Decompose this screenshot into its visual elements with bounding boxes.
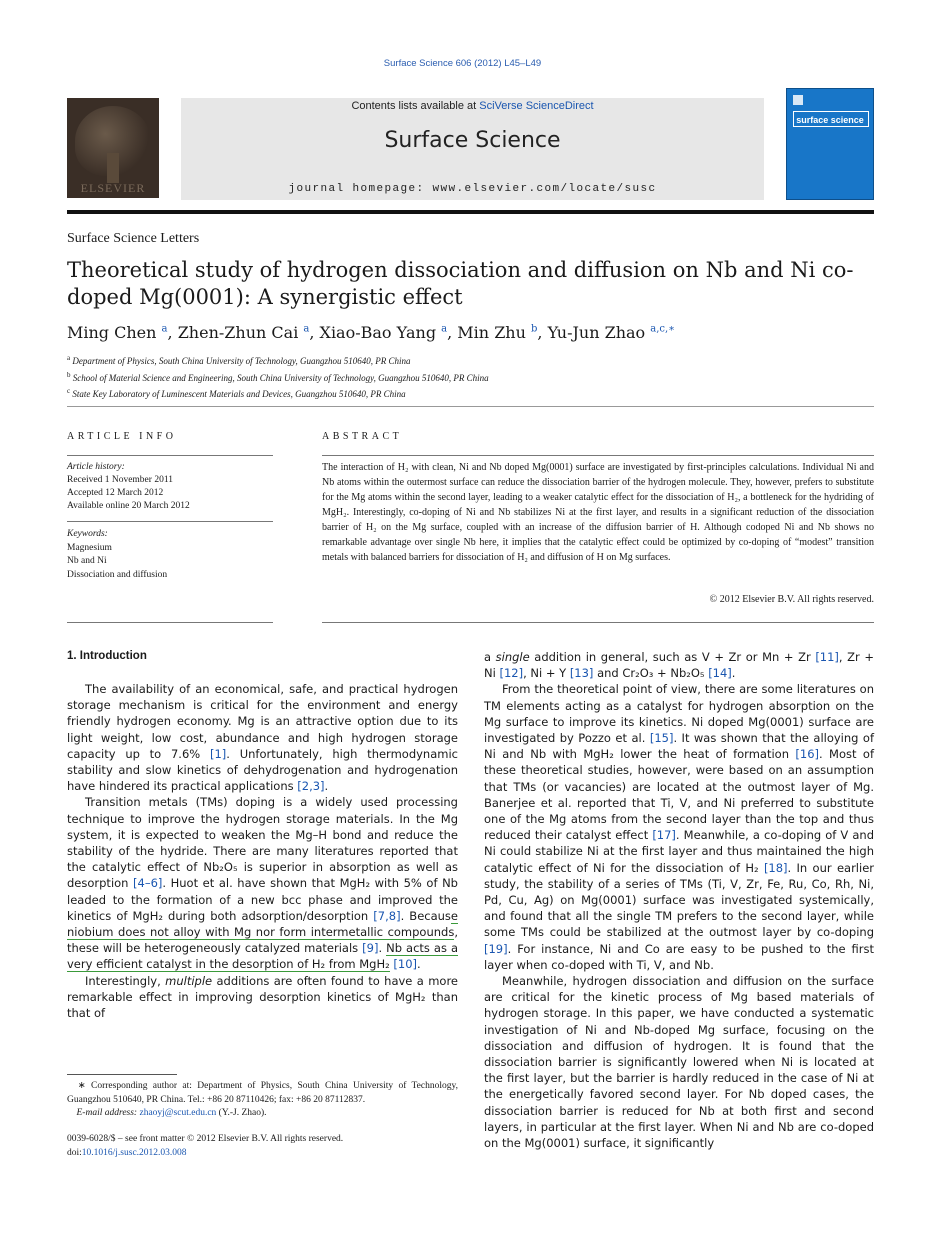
- header-rule: [67, 210, 874, 214]
- journal-masthead: [67, 88, 874, 202]
- abstract-heading: ABSTRACT: [322, 431, 403, 442]
- author-name[interactable]: Zhen-Zhun Cai: [177, 323, 299, 342]
- author-affiliation-mark[interactable]: b: [531, 323, 538, 335]
- citation-link[interactable]: [12]: [499, 666, 524, 681]
- citation-link[interactable]: [4–6]: [133, 876, 163, 891]
- keyword-item: Dissociation and diffusion: [67, 569, 168, 580]
- text-run: The availability of an economical, safe, and practical hydrogen storage mechanism is critical for the environment and energy friendly hydrogen economy. Mg is an attractive option due to its light weight, low cost, abundance and high hydrogen storage capacity up to 7.6%: [67, 682, 458, 761]
- text-run: , Zr + Ni: [484, 650, 874, 681]
- author-list: Ming Chen $^a$, Zhen-Zhun Cai $^a$, Xiao-Bao Yang $^a$, Min Zhu $^b$, Yu-Jun Zhao $^{a,c,∗}$: [67, 323, 675, 342]
- text-run: Interestingly,: [85, 973, 166, 988]
- divider: [322, 455, 874, 456]
- citation-link[interactable]: [7,8]: [373, 908, 401, 923]
- text-run: . In our earlier study, the stability of a series of TMs (Ti, V, Zr, Fe, Ru, Co, Rh, Ni, Pd, Cu, Ag) on Mg(0001) surface was investigated systemically, and found that all the single TM prefers to the second layer, while some TMs could be stabilized at the outmost layer by co-doping: [484, 860, 874, 940]
- citation-link[interactable]: [14]: [708, 666, 732, 681]
- doi-label: doi:: [67, 1147, 82, 1158]
- cover-logo-icon: [793, 95, 803, 105]
- author-name[interactable]: Xiao-Bao Yang: [319, 323, 437, 342]
- elsevier-logo: [67, 98, 159, 198]
- text-run: . It was shown that the alloying of Ni and Nb with MgH₂ lower the heat of formation: [484, 731, 874, 762]
- author-affiliation-mark[interactable]: a: [441, 323, 448, 335]
- citation-link[interactable]: [2,3]: [297, 779, 325, 794]
- article-info-heading: ARTICLE INFO: [67, 431, 177, 442]
- text-run: Transition metals (TMs) doping is a widely used processing technique to improve the hydrogen storage materials. In the Mg system, it is expected to weaken the Mg–H bond and reduce the stability of the hydride. There are many literatures reported that the catalytic effect of Nb₂O₅ is superior in absorption as well as desorption: [67, 795, 458, 891]
- citation-link[interactable]: [13]: [569, 666, 594, 681]
- keyword-item: Nb and Ni: [67, 556, 107, 566]
- emphasis: single: [495, 650, 530, 664]
- contents-line: [181, 100, 764, 112]
- tree-trunk-icon: [107, 153, 119, 183]
- text-run: addition in general, such as V + Zr or Mn + Zr: [529, 650, 816, 664]
- divider: [67, 521, 273, 522]
- footnote-body: Corresponding author at: Department of Physics, South China University of Technology, Guangzhou 510640, PR China. Tel.: +86 20 87110426; fax: +86 20 87112837.: [67, 1081, 458, 1105]
- abstract-text: The interaction of H₂ with clean, Ni and Nb doped Mg(0001) surface are investigated by first-principles calculations. Individual Ni and Nb atoms within the outermost surface can reduce the dissociation barrier of the hydrogen molecule. They, however, prefers to substitute for the Mg atoms within the second layer, leading to a weaker catalytic effect for the dissociation of H₂, a bottleneck for the hydriding of MgH₂. Interestingly, co-doping of Ni and Nb stabilizes Ni at the first layer, and results in a significant reduction of the dissociation barrier of H₂ on the Mg surface, coupled with an increase of the diffusion barrier of H. Although codoped Ni and Nb shows no remarkable advantage over single Nb here, it implies that the catalytic effect could be optimized by co-doping of “modest” transition metals with balanced barriers for dissociation of H₂ and diffusion of H on Mg surfaces.: [322, 462, 874, 563]
- keyword-item: Magnesium: [67, 542, 112, 553]
- divider: [67, 622, 273, 623]
- body-right-column: [484, 649, 874, 1151]
- paragraph: Transition metals (TMs) doping is a widely used processing technique to improve the hydrogen storage materials. In the Mg system, it is expected to weaken the Mg–H bond and reduce the stability of the hydride. There are many literatures reported that the catalytic effect of Nb₂O₅ is superior in absorption as well as desorption [4–6]. Huot et al. have shown that MgH₂ with 5% of Nb leaded to the formation of a new bcc phase and improved the kinetics of MgH₂ during both adsorption/desorption [7,8]. Because niobium does not alloy with Mg nor form intermetallic compounds, these will be heterogeneously catalyzed materials [9]. Nb acts as a very efficient catalyst in the desorption of H₂ from MgH₂ [10].: [67, 795, 459, 972]
- citation-link[interactable]: [10]: [393, 957, 417, 972]
- introduction-heading: 1. Introduction: [67, 650, 147, 662]
- affiliation-text: School of Material Science and Engineering, South China University of Technology, Guangzhou 510640, PR China: [72, 372, 489, 383]
- contents-prefix: Contents lists available at: [351, 100, 480, 112]
- highlight-underline: Nb acts as a very efficient catalyst in the desorption of H₂ from MgH₂: [67, 941, 459, 972]
- journal-cover-thumbnail[interactable]: [786, 88, 874, 200]
- text-run: additions are often found to have a more remarkable effect in improving desorption kinetics of MgH₂ than that of: [67, 973, 458, 1021]
- text-run: . Becaus: [400, 908, 451, 923]
- text-run: From the theoretical point of view, there are some literatures on TM elements acting as a catalyst for hydrogen absorption on the Mg surface to improve its kinetics. Ni doped Mg(0001) surface are investigated by Pozzo et al.: [484, 682, 874, 746]
- author-affiliation-mark[interactable]: a: [161, 323, 168, 335]
- text-run: and Cr₂O₃ + Nb₂O₅: [593, 666, 709, 681]
- affiliation-list: [67, 352, 874, 402]
- citation-link[interactable]: [16]: [795, 747, 819, 762]
- citation-link[interactable]: [18]: [763, 860, 788, 875]
- footnote-rule: [67, 1074, 177, 1075]
- footnote-email: [67, 1107, 458, 1121]
- emphasis: multiple: [165, 973, 213, 988]
- cover-title: surface science: [796, 115, 864, 125]
- author-affiliation-mark[interactable]: a,c,∗: [650, 323, 675, 335]
- text-run: a: [484, 650, 496, 664]
- keywords: [67, 528, 167, 582]
- paragraph: Meanwhile, hydrogen dissociation and diffusion on the surface are critical for the kinetic process of Mg based materials of hydrogen storage. In this paper, we have conducted a systematic investigation of Ni and Nb-doped Mg surface, focusing on the dissociation and diffusion of hydrogen. It is found that the dissociation barrier is significantly lowered when Ni is located at the first layer, but the barrier is hardly reduced in the case of Ni at the energetically favored second layer. For Nb doped cases, the dissociation barrier is reduced for Nb at both first and second layers, in particular at the first layer. When Ni and Nb are co-doped on the Mg(0001) surface, it significantly: [484, 974, 874, 1151]
- corresponding-author-footnote: [67, 1080, 458, 1121]
- text-run: . Meanwhile, a co-doping of V and Ni could stabilize Ni at the first layer and thus maintained the high catalytic effect of Ni for the dissociation of H₂: [484, 828, 875, 875]
- email-label: E-mail address:: [76, 1108, 138, 1118]
- divider: [67, 406, 874, 407]
- history-online: Available online 20 March 2012: [67, 501, 190, 511]
- paragraph: a single addition in general, such as V + Zr or Mn + Zr [11], Zr + Ni [12], Ni + Y [13] and Cr₂O₃ + Nb₂O₅ [14].: [484, 650, 874, 681]
- keywords-label: Keywords:: [67, 529, 108, 539]
- affiliation-text: State Key Laboratory of Luminescent Materials and Devices, Guangzhou 510640, PR China: [72, 389, 406, 399]
- citation-link[interactable]: [17]: [652, 828, 676, 843]
- affiliation-mark: b: [67, 370, 71, 379]
- journal-reference[interactable]: Surface Science 606 (2012) L45–L49: [383, 58, 542, 69]
- journal-homepage[interactable]: journal homepage: www.elsevier.com/locate/susc: [288, 183, 657, 195]
- doi-link[interactable]: 10.1016/j.susc.2012.03.008: [81, 1147, 187, 1158]
- divider: [67, 455, 273, 456]
- affiliation-item: [67, 369, 874, 386]
- issn-line: 0039-6028/$ – see front matter © 2012 Elsevier B.V. All rights reserved.: [67, 1134, 344, 1144]
- paragraph: [484, 681, 874, 973]
- email-link[interactable]: zhaoyj@scut.edu.cn: [139, 1108, 217, 1118]
- front-matter: [67, 1133, 343, 1160]
- affiliation-item: [67, 385, 874, 402]
- history-label: Article history:: [67, 462, 125, 472]
- affiliation-item: [67, 352, 874, 369]
- paragraph: The availability of an economical, safe, and practical hydrogen storage mechanism is critical for the environment and energy friendly hydrogen economy. Mg is an attractive option due to its light weight, low cost, abundance and high hydrogen storage capacity up to 7.6% [1]. Unfortunately, high thermodynamic stability and slow kinetics of dehydrogenation and hydrogenation have hindered its practical applications [2,3].: [67, 682, 458, 794]
- paper-title: Theoretical study of hydrogen dissociation and diffusion on Nb and Ni co-doped Mg(0001): A synergistic effect: [67, 258, 854, 309]
- body-left-column: [67, 681, 458, 1021]
- affiliation-mark: c: [67, 387, 71, 395]
- text-run: . For instance, Ni and Co are easy to be pushed to the first layer when co-doped with Ti, V, and Nb.: [484, 941, 874, 972]
- citation-link[interactable]: [9]: [362, 941, 379, 956]
- citation-link[interactable]: [15]: [649, 731, 674, 746]
- text-run: . Unfortunately, high thermodynamic stability and slow kinetics of dehydrogenation and hydrogenation have hindered its practical applications: [67, 746, 458, 794]
- citation-link[interactable]: [11]: [815, 650, 839, 664]
- text-run: .: [378, 941, 387, 956]
- highlight-underline: e niobium does not alloy with Mg nor form intermetallic compounds: [67, 908, 458, 940]
- author-name[interactable]: Ming Chen: [67, 323, 157, 342]
- divider: [322, 622, 874, 623]
- email-suffix: (Y.-J. Zhao).: [218, 1108, 267, 1118]
- citation-link[interactable]: [19]: [484, 941, 508, 956]
- text-run: . Most of these theoretical studies, however, were based on an assumption that TMs (or vacancies) are located at the outmost layer of Mg. Banerjee et al. reported that Ti, V, and Ni preferred to substitute one of the Mg atoms from the second layer than the top and thus reduced their catalyst effect: [484, 747, 874, 843]
- text-run: , these will be heterogeneously catalyzed materials: [67, 925, 458, 956]
- doi-line: [67, 1147, 343, 1161]
- sciencedirect-link[interactable]: SciVerse ScienceDirect: [479, 100, 594, 112]
- history-received: Received 1 November 2011: [67, 475, 173, 485]
- affiliation-mark: a: [67, 354, 71, 362]
- article-history: [67, 461, 190, 513]
- elsevier-wordmark: ELSEVIER: [80, 181, 146, 195]
- section-label: Surface Science Letters: [67, 231, 200, 246]
- author-name[interactable]: Yu-Jun Zhao: [547, 323, 646, 342]
- author-affiliation-mark[interactable]: a: [303, 323, 310, 335]
- footnote-text: [67, 1080, 458, 1107]
- history-accepted: Accepted 12 March 2012: [67, 488, 164, 498]
- masthead-banner: [181, 98, 764, 200]
- journal-title: Surface Science: [384, 128, 561, 153]
- paragraph: [67, 973, 458, 1022]
- footnote-mark: ∗: [77, 1081, 86, 1091]
- author-name[interactable]: Min Zhu: [457, 323, 526, 342]
- text-run: , Ni + Y: [523, 666, 570, 681]
- affiliation-text: Department of Physics, South China University of Technology, Guangzhou 510640, PR China: [72, 356, 411, 366]
- copyright: © 2012 Elsevier B.V. All rights reserved.: [709, 594, 874, 605]
- citation-link[interactable]: [1]: [209, 746, 227, 761]
- text-run: . Huot et al. have shown that MgH₂ with 5% of Nb leaded to the formation of a new bcc phase and improved the kinetics of MgH₂ during both adsorption/desorption: [67, 876, 458, 923]
